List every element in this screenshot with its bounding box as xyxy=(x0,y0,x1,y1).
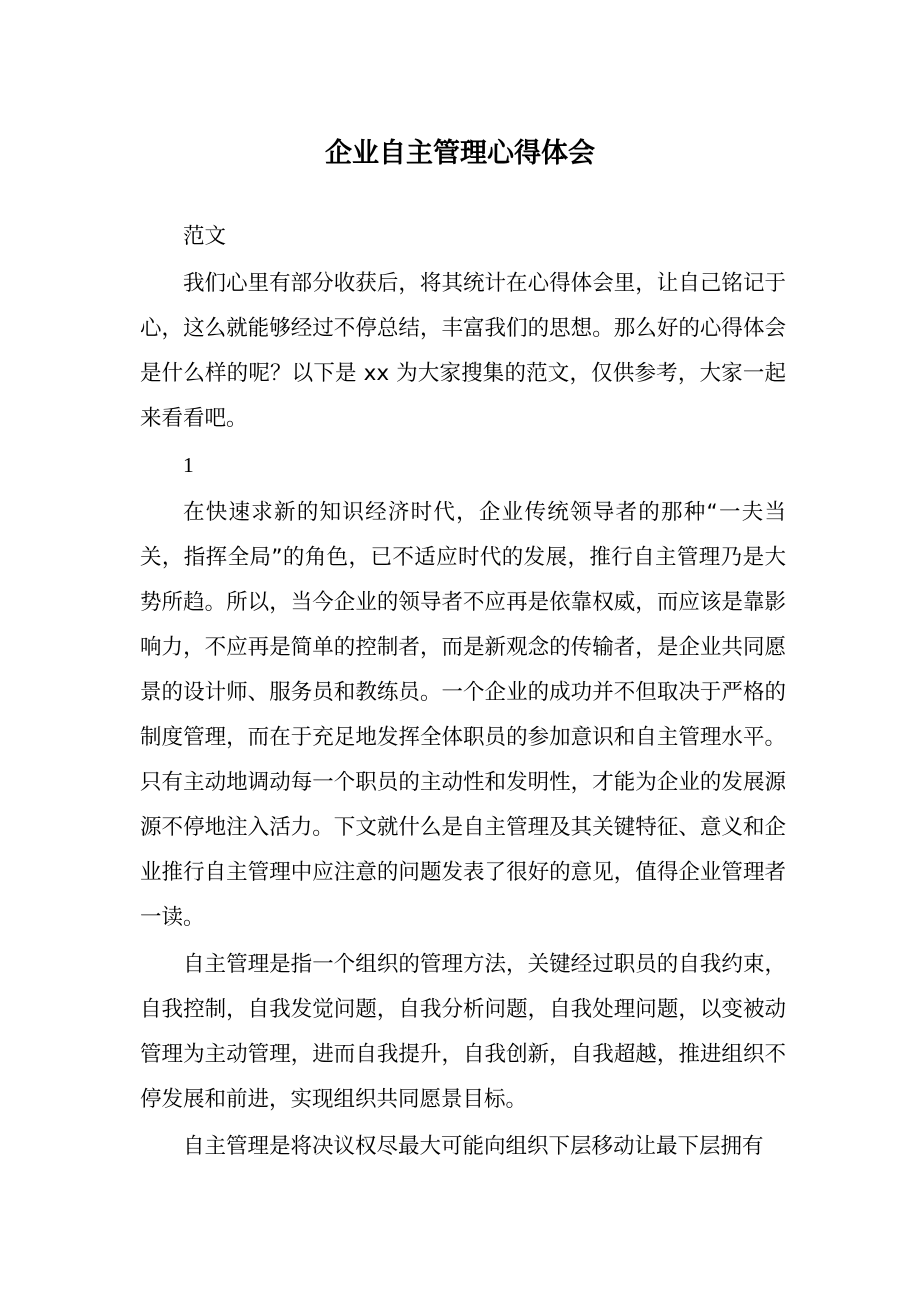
paragraph-label: 范文 xyxy=(183,224,227,249)
paragraph-intro: 我们心里有部分收获后，将其统计在心得体会里，让自己铭记于心，这么就能够经过不停总结，丰富我们的思想。那么好的心得体会是什么样的呢？以下是 xx 为大家搜集的范文，仅供参考，大家一起来看看吧。 xyxy=(140,271,786,431)
paragraph: 自主管理是将决议权尽最大可能向组织下层移动让最下层拥有 xyxy=(183,1134,764,1159)
paragraph: 自主管理是指一个组织的管理方法，关键经过职员的自我约束，自我控制，自我发觉问题，自我分析问题，自我处理问题，以变被动管理为主动管理，进而自我提升，自我创新，自我超越，推进组织不停发展和前进，实现组织共同愿景目标。 xyxy=(140,952,786,1112)
section-number: 1 xyxy=(183,453,194,477)
document-body xyxy=(140,214,786,1171)
page-title: 企业自主管理心得体会 xyxy=(325,138,595,170)
paragraph: 在快速求新的知识经济时代，企业传统领导者的那种“一夫当关，指挥全局”的角色，已不适应时代的发展，推行自主管理乃是大势所趋。所以，当今企业的领导者不应再是依靠权威，而应该是靠影响力，不应再是简单的控制者，而是新观念的传输者，是企业共同愿景的设计师、服务员和教练员。一个企业的成功并不但取决于严格的制度管理，而在于充足地发挥全体职员的参加意识和自主管理水平。只有主动地调动每一个职员的主动性和发明性，才能为企业的发展源源不停地注入活力。下文就什么是自主管理及其关键特征、意义和企业推行自主管理中应注意的问题发表了很好的意见，值得企业管理者一读。 xyxy=(140,500,786,930)
